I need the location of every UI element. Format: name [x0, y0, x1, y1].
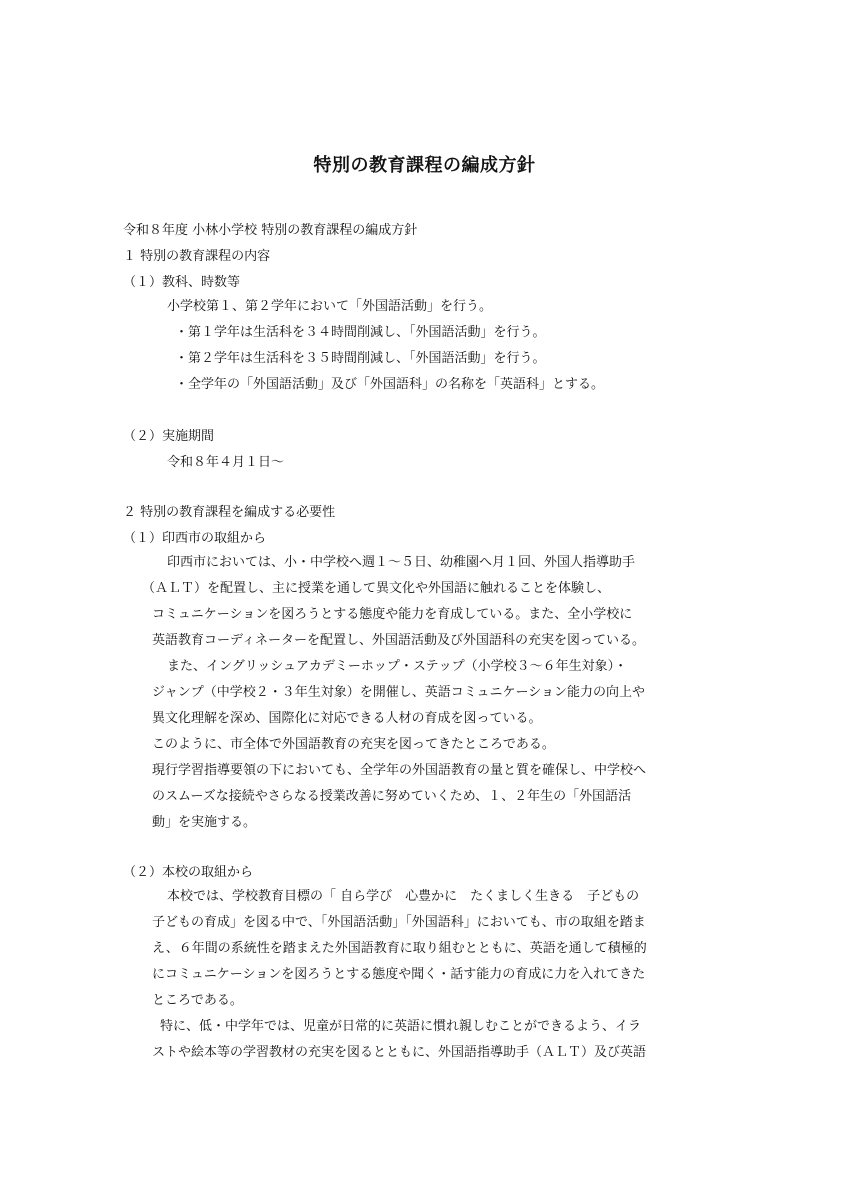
paragraph-line: 動」を実施する。: [152, 815, 257, 830]
paragraph-line: 子どもの育成」を図る中で、「外国語活動」「外国語科」においても、市の取組を踏ま: [152, 915, 646, 930]
paragraph-line: え、６年間の系統性を踏まえた外国語教育に取り組むとともに、英語を通して積極的: [152, 941, 647, 956]
paragraph-line: ところである。: [152, 993, 243, 1008]
section1-heading: １ 特別の教育課程の内容: [123, 249, 271, 264]
paragraph-line: コミュニケーションを図ろうとする態度や能力を育成している。また、全小学校に: [152, 607, 633, 622]
paragraph-line: のスムーズな接続やさらなる授業改善に努めていくため、１、２年生の「外国語活: [152, 789, 632, 804]
bullet-item: ・第２学年は生活科を３５時間削減し、「外国語活動」を行う。: [175, 351, 546, 366]
paragraph-line: 現行学習指導要領の下においても、全学年の外国語教育の量と質を確保し、中学校へ: [152, 763, 647, 778]
paragraph-line: 印西市においては、小・中学校へ週１～５日、幼稚園へ月１回、外国人指導助手: [167, 555, 636, 570]
section2-sub2-heading: （２）本校の取組から: [123, 865, 254, 880]
bullet-item: ・第１学年は生活科を３４時間削減し、「外国語活動」を行う。: [175, 325, 546, 340]
bullet-item: ・全学年の「外国語活動」及び「外国語科」の名称を「英語科」とする。: [175, 377, 605, 392]
section1-sub1-heading: （１）教科、時数等: [123, 275, 241, 290]
paragraph-line: 異文化理解を深め、国際化に対応できる人材の育成を図っている。: [152, 711, 542, 726]
paragraph-line: （ＡＬＴ）を配置し、主に授業を通して異文化や外国語に触れることを体験し、: [142, 581, 611, 596]
section2-sub1-heading: （１）印西市の取組から: [123, 531, 267, 546]
section1-sub1-intro: 小学校第１、第２学年において「外国語活動」を行う。: [167, 299, 493, 314]
paragraph-line: このように、市全体で外国語教育の充実を図ってきたところである。: [152, 737, 555, 752]
paragraph-line: ジャンプ（中学校２・３年生対象）を開催し、英語コミュニケーション能力の向上や: [152, 685, 645, 700]
section1-sub2-text: 令和８年４月１日～: [167, 455, 285, 470]
subtitle: 令和８年度 小林小学校 特別の教育課程の編成方針: [123, 223, 418, 238]
paragraph-line: 特に、低・中学年では、児童が日常的に英語に慣れ親しむことができるよう、イラ: [160, 1019, 642, 1034]
section2-heading: ２ 特別の教育課程を編成する必要性: [123, 505, 336, 520]
section1-sub2-heading: （２）実施期間: [123, 429, 215, 444]
paragraph-line: 英語教育コーディネーターを配置し、外国語活動及び外国語科の充実を図っている。: [152, 633, 645, 648]
paragraph-line: 本校では、学校教育目標の「 自ら学び 心豊かに たくましく生きる 子どもの: [167, 889, 640, 904]
paragraph-line: ストや絵本等の学習教材の充実を図るとともに、外国語指導助手（ＡＬＴ）及び英語: [152, 1045, 647, 1060]
page-title: 特別の教育課程の編成方針: [313, 155, 536, 176]
paragraph-line: にコミュニケーションを図ろうとする態度や聞く・話す能力の育成に力を入れてきた: [152, 967, 646, 982]
paragraph-line: また、イングリッシュアカデミーホップ・ステップ（小学校３～６年生対象）・: [167, 659, 628, 674]
